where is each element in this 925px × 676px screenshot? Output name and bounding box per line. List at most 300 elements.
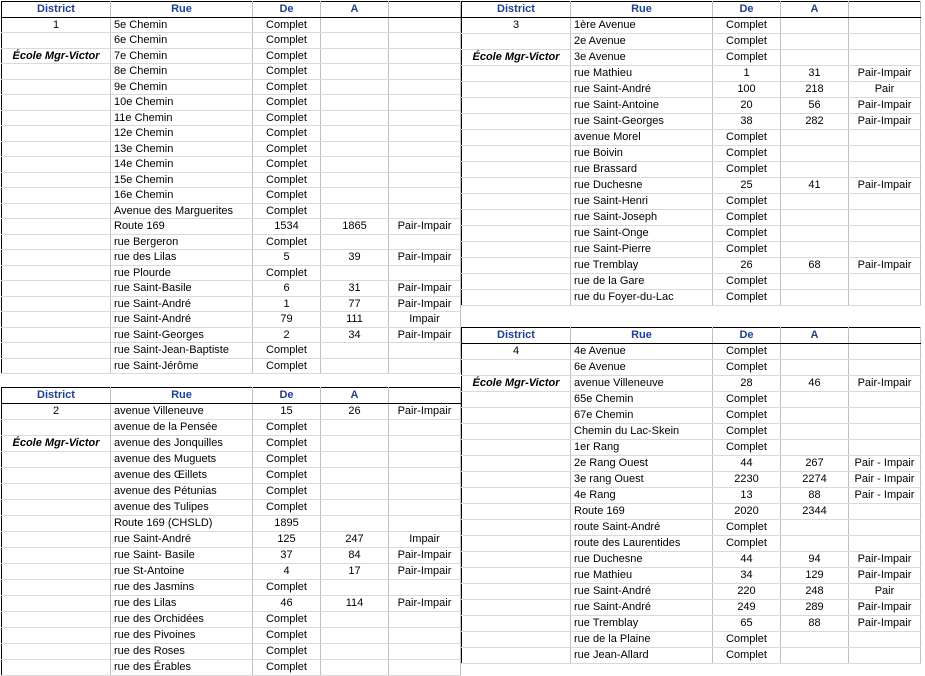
header-a: A: [321, 388, 389, 404]
street-cell: avenue des Muguets: [111, 452, 253, 468]
street-cell: rue Plourde: [111, 265, 253, 281]
from-cell: 2230: [713, 472, 781, 488]
table-row: [462, 376, 921, 392]
table-row: [462, 344, 921, 360]
district-cell: [2, 660, 111, 676]
from-cell: Complet: [713, 242, 781, 258]
parity-cell: Pair-Impair: [389, 548, 461, 564]
to-cell: 1865: [321, 219, 389, 235]
parity-cell: [389, 628, 461, 644]
parity-cell: [389, 188, 461, 204]
header-row: [462, 2, 921, 18]
from-cell: Complet: [253, 484, 321, 500]
table-row: [2, 516, 461, 532]
to-cell: [781, 194, 849, 210]
table-row: [2, 48, 461, 64]
district-cell: [2, 33, 111, 49]
table-row: [2, 250, 461, 266]
to-cell: [781, 242, 849, 258]
street-cell: rue des Lilas: [111, 596, 253, 612]
to-cell: [781, 344, 849, 360]
table-row: [2, 281, 461, 297]
header-row: [462, 328, 921, 344]
table-row: [462, 34, 921, 50]
parity-cell: Pair-Impair: [849, 600, 921, 616]
parity-cell: [389, 95, 461, 111]
street-cell: avenue Villeneuve: [571, 376, 713, 392]
parity-cell: Pair-Impair: [389, 219, 461, 235]
district-cell: [2, 265, 111, 281]
table-row: [462, 616, 921, 632]
street-cell: rue Saint-Georges: [571, 114, 713, 130]
district-cell: [2, 452, 111, 468]
street-cell: rue Saint-Antoine: [571, 98, 713, 114]
table-row: [462, 162, 921, 178]
header-de: De: [253, 388, 321, 404]
to-cell: 289: [781, 600, 849, 616]
from-cell: Complet: [253, 95, 321, 111]
parity-cell: [389, 203, 461, 219]
district-cell: [462, 440, 571, 456]
district-cell: [2, 532, 111, 548]
district-cell: [462, 130, 571, 146]
street-cell: rue Saint-André: [571, 584, 713, 600]
street-cell: rue du Foyer-du-Lac: [571, 290, 713, 306]
from-cell: 1534: [253, 219, 321, 235]
street-cell: rue Brassard: [571, 162, 713, 178]
to-cell: 17: [321, 564, 389, 580]
parity-cell: [849, 344, 921, 360]
table-row: [462, 408, 921, 424]
header-rue: Rue: [111, 2, 253, 18]
parity-cell: [849, 360, 921, 376]
to-cell: [781, 146, 849, 162]
parity-cell: [389, 580, 461, 596]
parity-cell: [849, 194, 921, 210]
street-cell: rue des Pivoines: [111, 628, 253, 644]
table-row: [462, 440, 921, 456]
to-cell: [781, 210, 849, 226]
district-cell: [462, 66, 571, 82]
from-cell: Complet: [713, 50, 781, 66]
parity-cell: [849, 440, 921, 456]
from-cell: Complet: [713, 146, 781, 162]
from-cell: Complet: [713, 648, 781, 664]
to-cell: 31: [781, 66, 849, 82]
parity-cell: [389, 516, 461, 532]
table-row: [2, 436, 461, 452]
to-cell: [321, 110, 389, 126]
from-cell: 79: [253, 312, 321, 328]
header-district: District: [2, 2, 111, 18]
to-cell: [321, 234, 389, 250]
district-cell: [462, 210, 571, 226]
table-row: [2, 327, 461, 343]
district-3-table: [461, 1, 921, 306]
from-cell: Complet: [253, 188, 321, 204]
district-cell: [2, 500, 111, 516]
to-cell: [781, 392, 849, 408]
to-cell: [321, 343, 389, 359]
to-cell: 26: [321, 404, 389, 420]
street-cell: rue Boivin: [571, 146, 713, 162]
parity-cell: Pair: [849, 82, 921, 98]
street-cell: rue Saint-André: [111, 312, 253, 328]
street-cell: 3e rang Ouest: [571, 472, 713, 488]
from-cell: 25: [713, 178, 781, 194]
to-cell: [781, 536, 849, 552]
table-row: [2, 468, 461, 484]
parity-cell: Pair-Impair: [389, 281, 461, 297]
parity-cell: Pair - Impair: [849, 488, 921, 504]
table-row: [2, 141, 461, 157]
from-cell: Complet: [713, 274, 781, 290]
district-cell: [2, 516, 111, 532]
street-cell: route Saint-André: [571, 520, 713, 536]
table-row: [462, 456, 921, 472]
table-row: [462, 66, 921, 82]
from-cell: Complet: [713, 130, 781, 146]
parity-cell: [389, 110, 461, 126]
table-row: [2, 358, 461, 374]
to-cell: [321, 420, 389, 436]
from-cell: 1: [253, 296, 321, 312]
parity-cell: [849, 242, 921, 258]
street-cell: rue Duchesne: [571, 178, 713, 194]
to-cell: 41: [781, 178, 849, 194]
district-cell: [2, 126, 111, 142]
to-cell: 111: [321, 312, 389, 328]
from-cell: 37: [253, 548, 321, 564]
street-cell: Chemin du Lac-Skein: [571, 424, 713, 440]
table-row: [462, 648, 921, 664]
district-cell: [2, 564, 111, 580]
parity-cell: [849, 146, 921, 162]
street-cell: 5e Chemin: [111, 17, 253, 33]
header-district: District: [462, 328, 571, 344]
from-cell: Complet: [253, 234, 321, 250]
district-cell: [2, 188, 111, 204]
table-row: [2, 219, 461, 235]
district-cell: [462, 360, 571, 376]
from-cell: Complet: [253, 17, 321, 33]
district-cell: [2, 234, 111, 250]
district-cell: [462, 98, 571, 114]
table-row: [462, 226, 921, 242]
from-cell: 46: [253, 596, 321, 612]
district-1-table: [1, 1, 461, 374]
district-cell: [462, 408, 571, 424]
from-cell: Complet: [713, 408, 781, 424]
district-cell: [462, 258, 571, 274]
from-cell: 26: [713, 258, 781, 274]
to-cell: [321, 95, 389, 111]
street-cell: 3e Avenue: [571, 50, 713, 66]
from-cell: 1895: [253, 516, 321, 532]
from-cell: Complet: [713, 632, 781, 648]
street-cell: Route 169: [111, 219, 253, 235]
to-cell: [781, 34, 849, 50]
table-row: [2, 548, 461, 564]
street-cell: rue de la Plaine: [571, 632, 713, 648]
district-cell: [2, 157, 111, 173]
parity-cell: [389, 644, 461, 660]
table-row: [462, 242, 921, 258]
table-row: [2, 33, 461, 49]
parity-cell: [849, 162, 921, 178]
from-cell: 44: [713, 552, 781, 568]
table-row: [2, 296, 461, 312]
district-number: 4: [462, 344, 571, 360]
parity-cell: [849, 504, 921, 520]
street-cell: rue Saint-André: [111, 296, 253, 312]
table-row: [462, 424, 921, 440]
district-cell: [462, 456, 571, 472]
parity-cell: [389, 157, 461, 173]
table-row: [462, 194, 921, 210]
to-cell: 31: [321, 281, 389, 297]
to-cell: [321, 612, 389, 628]
from-cell: Complet: [253, 660, 321, 676]
street-cell: Route 169 (CHSLD): [111, 516, 253, 532]
table-row: [462, 472, 921, 488]
street-cell: avenue Villeneuve: [111, 404, 253, 420]
to-cell: 267: [781, 456, 849, 472]
from-cell: Complet: [713, 162, 781, 178]
district-cell: [2, 281, 111, 297]
from-cell: Complet: [253, 141, 321, 157]
parity-cell: Pair-Impair: [849, 568, 921, 584]
parity-cell: [389, 234, 461, 250]
table-row: [462, 520, 921, 536]
table-row: [462, 632, 921, 648]
to-cell: [321, 203, 389, 219]
district-cell: [462, 616, 571, 632]
street-cell: rue Mathieu: [571, 66, 713, 82]
to-cell: [321, 33, 389, 49]
table-row: [2, 312, 461, 328]
parity-cell: [849, 226, 921, 242]
to-cell: [321, 172, 389, 188]
street-cell: 2e Rang Ouest: [571, 456, 713, 472]
to-cell: [781, 408, 849, 424]
street-cell: 6e Avenue: [571, 360, 713, 376]
to-cell: 39: [321, 250, 389, 266]
parity-cell: Pair-Impair: [389, 596, 461, 612]
table-row: [462, 504, 921, 520]
district-cell: [2, 358, 111, 374]
from-cell: Complet: [253, 436, 321, 452]
parity-cell: [849, 50, 921, 66]
parity-cell: [389, 48, 461, 64]
parity-cell: [389, 452, 461, 468]
district-cell: [462, 34, 571, 50]
parity-cell: [849, 210, 921, 226]
street-cell: rue Saint-Georges: [111, 327, 253, 343]
to-cell: [781, 520, 849, 536]
from-cell: Complet: [713, 440, 781, 456]
from-cell: Complet: [253, 468, 321, 484]
parity-cell: [849, 290, 921, 306]
street-cell: avenue de la Pensée: [111, 420, 253, 436]
header-de: De: [713, 328, 781, 344]
parity-cell: Pair-Impair: [389, 564, 461, 580]
to-cell: 68: [781, 258, 849, 274]
district-cell: [2, 110, 111, 126]
header-district: District: [462, 2, 571, 18]
table-row: [2, 500, 461, 516]
street-cell: avenue Morel: [571, 130, 713, 146]
to-cell: [321, 126, 389, 142]
to-cell: 247: [321, 532, 389, 548]
table-row: [2, 596, 461, 612]
table-row: [462, 114, 921, 130]
from-cell: 44: [713, 456, 781, 472]
to-cell: [781, 274, 849, 290]
parity-cell: Pair - Impair: [849, 456, 921, 472]
to-cell: [321, 188, 389, 204]
parity-cell: Pair-Impair: [389, 296, 461, 312]
from-cell: Complet: [253, 500, 321, 516]
from-cell: 5: [253, 250, 321, 266]
parity-cell: [389, 265, 461, 281]
district-cell: [2, 312, 111, 328]
from-cell: 28: [713, 376, 781, 392]
from-cell: Complet: [253, 79, 321, 95]
from-cell: Complet: [713, 360, 781, 376]
street-cell: 2e Avenue: [571, 34, 713, 50]
street-cell: 13e Chemin: [111, 141, 253, 157]
street-cell: rue Saint-André: [111, 532, 253, 548]
district-cell: [2, 250, 111, 266]
district-cell: [2, 343, 111, 359]
header-parity: [849, 328, 921, 344]
parity-cell: Pair-Impair: [849, 98, 921, 114]
from-cell: Complet: [713, 392, 781, 408]
parity-cell: [389, 343, 461, 359]
parity-cell: [849, 18, 921, 34]
table-row: [2, 580, 461, 596]
street-cell: 15e Chemin: [111, 172, 253, 188]
parity-cell: Pair-Impair: [849, 616, 921, 632]
street-cell: 4e Avenue: [571, 344, 713, 360]
to-cell: [321, 141, 389, 157]
district-cell: [462, 226, 571, 242]
parity-cell: [389, 358, 461, 374]
to-cell: [321, 79, 389, 95]
parity-cell: [849, 274, 921, 290]
table-row: [2, 234, 461, 250]
district-cell: [2, 484, 111, 500]
to-cell: [321, 516, 389, 532]
table-row: [2, 343, 461, 359]
parity-cell: Pair-Impair: [389, 250, 461, 266]
parity-cell: [389, 484, 461, 500]
district-cell: [462, 536, 571, 552]
from-cell: 249: [713, 600, 781, 616]
to-cell: [321, 468, 389, 484]
from-cell: 125: [253, 532, 321, 548]
from-cell: 38: [713, 114, 781, 130]
street-cell: rue Saint-Jean-Baptiste: [111, 343, 253, 359]
table-row: [2, 452, 461, 468]
from-cell: Complet: [713, 424, 781, 440]
from-cell: 4: [253, 564, 321, 580]
parity-cell: [389, 420, 461, 436]
street-cell: avenue des Jonquilles: [111, 436, 253, 452]
table-row: [462, 290, 921, 306]
table-row: [2, 420, 461, 436]
district-cell: [462, 194, 571, 210]
parity-cell: Pair-Impair: [849, 258, 921, 274]
school-name: École Mgr-Victor: [2, 436, 111, 452]
from-cell: Complet: [253, 203, 321, 219]
district-cell: [462, 552, 571, 568]
to-cell: [781, 162, 849, 178]
from-cell: Complet: [253, 126, 321, 142]
parity-cell: Pair-Impair: [849, 552, 921, 568]
table-row: [2, 17, 461, 33]
district-number: 2: [2, 404, 111, 420]
from-cell: Complet: [253, 420, 321, 436]
from-cell: 15: [253, 404, 321, 420]
to-cell: [321, 265, 389, 281]
street-cell: 10e Chemin: [111, 95, 253, 111]
street-cell: rue Bergeron: [111, 234, 253, 250]
parity-cell: [389, 17, 461, 33]
parity-cell: Pair-Impair: [849, 114, 921, 130]
from-cell: 2020: [713, 504, 781, 520]
from-cell: 1: [713, 66, 781, 82]
district-cell: [2, 327, 111, 343]
street-cell: 1er Rang: [571, 440, 713, 456]
table-row: [462, 210, 921, 226]
table-row: [462, 50, 921, 66]
header-row: [2, 388, 461, 404]
district-number: 3: [462, 18, 571, 34]
street-cell: rue Mathieu: [571, 568, 713, 584]
table-row: [462, 258, 921, 274]
parity-cell: [389, 660, 461, 676]
to-cell: 56: [781, 98, 849, 114]
district-cell: [2, 296, 111, 312]
street-cell: 8e Chemin: [111, 64, 253, 80]
to-cell: 34: [321, 327, 389, 343]
from-cell: Complet: [713, 536, 781, 552]
district-cell: [462, 290, 571, 306]
to-cell: [321, 157, 389, 173]
from-cell: 20: [713, 98, 781, 114]
to-cell: [781, 440, 849, 456]
street-cell: 6e Chemin: [111, 33, 253, 49]
table-row: [2, 203, 461, 219]
table-row: [2, 644, 461, 660]
street-cell: rue Saint-André: [571, 82, 713, 98]
to-cell: [321, 628, 389, 644]
street-cell: rue Duchesne: [571, 552, 713, 568]
from-cell: Complet: [713, 520, 781, 536]
from-cell: Complet: [253, 452, 321, 468]
from-cell: Complet: [253, 64, 321, 80]
table-row: [2, 172, 461, 188]
street-cell: 16e Chemin: [111, 188, 253, 204]
table-row: [462, 274, 921, 290]
table-row: [2, 188, 461, 204]
from-cell: Complet: [713, 210, 781, 226]
parity-cell: [389, 33, 461, 49]
district-cell: [2, 580, 111, 596]
table-row: [462, 82, 921, 98]
